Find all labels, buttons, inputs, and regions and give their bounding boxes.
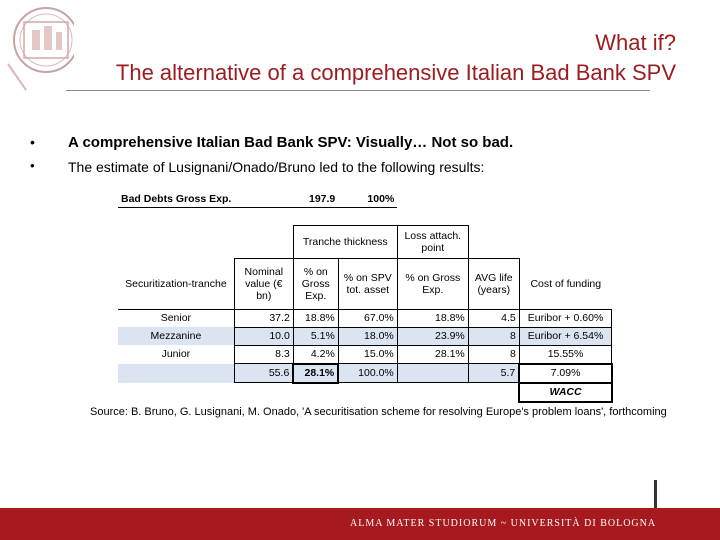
- university-seal-logo: [6, 4, 74, 92]
- table-top-value: 197.9: [293, 190, 338, 208]
- title-divider: [66, 90, 650, 91]
- bullet-2-text: The estimate of Lusignani/Onado/Bruno led to the following results:: [68, 159, 485, 175]
- slide-title-line1: What if?: [595, 30, 676, 55]
- bullet-marker: •: [30, 158, 35, 173]
- header-loss-attach: Loss attach. point: [397, 226, 468, 259]
- table-row: Junior 8.3 4.2% 15.0% 28.1% 8 15.55%: [118, 345, 612, 364]
- wacc-value: 7.09%: [519, 364, 612, 383]
- col-nominal: Nominal value (€ bn): [234, 259, 293, 310]
- table-row: Senior 37.2 18.8% 67.0% 18.8% 4.5 Euribor + 0.60%: [118, 309, 612, 327]
- table-total-row: 55.6 28.1% 100.0% 5.7 7.09%: [118, 364, 612, 383]
- footer-university-text: ALMA MATER STUDIORUM ~ UNIVERSITÀ DI BOLOGNA: [350, 518, 657, 529]
- bullet-marker: •: [30, 134, 35, 150]
- securitization-table: [118, 190, 613, 403]
- table-row: Mezzanine 10.0 5.1% 18.0% 23.9% 8 Euribor + 6.54%: [118, 327, 612, 345]
- source-citation: Source: B. Bruno, G. Lusignani, M. Onado, 'A securitisation scheme for resolving Europe's problem loans', forthcoming: [90, 406, 667, 418]
- footer-band: [0, 508, 720, 540]
- col-pct-gross2: % on Gross Exp.: [397, 259, 468, 310]
- slide-title-line2: The alternative of a comprehensive Italian Bad Bank SPV: [115, 60, 676, 85]
- table-top-label: Bad Debts Gross Exp.: [118, 190, 234, 208]
- table-top-pct: 100%: [338, 190, 397, 208]
- col-cost: Cost of funding: [519, 259, 612, 310]
- col-tranche: Securitization-tranche: [118, 259, 234, 310]
- col-pct-spv: % on SPV tot. asset: [338, 259, 397, 310]
- bullet-1-text: A comprehensive Italian Bad Bank SPV: Visually… Not so bad.: [68, 134, 514, 151]
- col-avg-life: AVG life (years): [468, 259, 519, 310]
- header-tranche-thickness: Tranche thickness: [293, 226, 397, 259]
- col-pct-gross: % on Gross Exp.: [293, 259, 338, 310]
- wacc-label: WACC: [519, 383, 612, 402]
